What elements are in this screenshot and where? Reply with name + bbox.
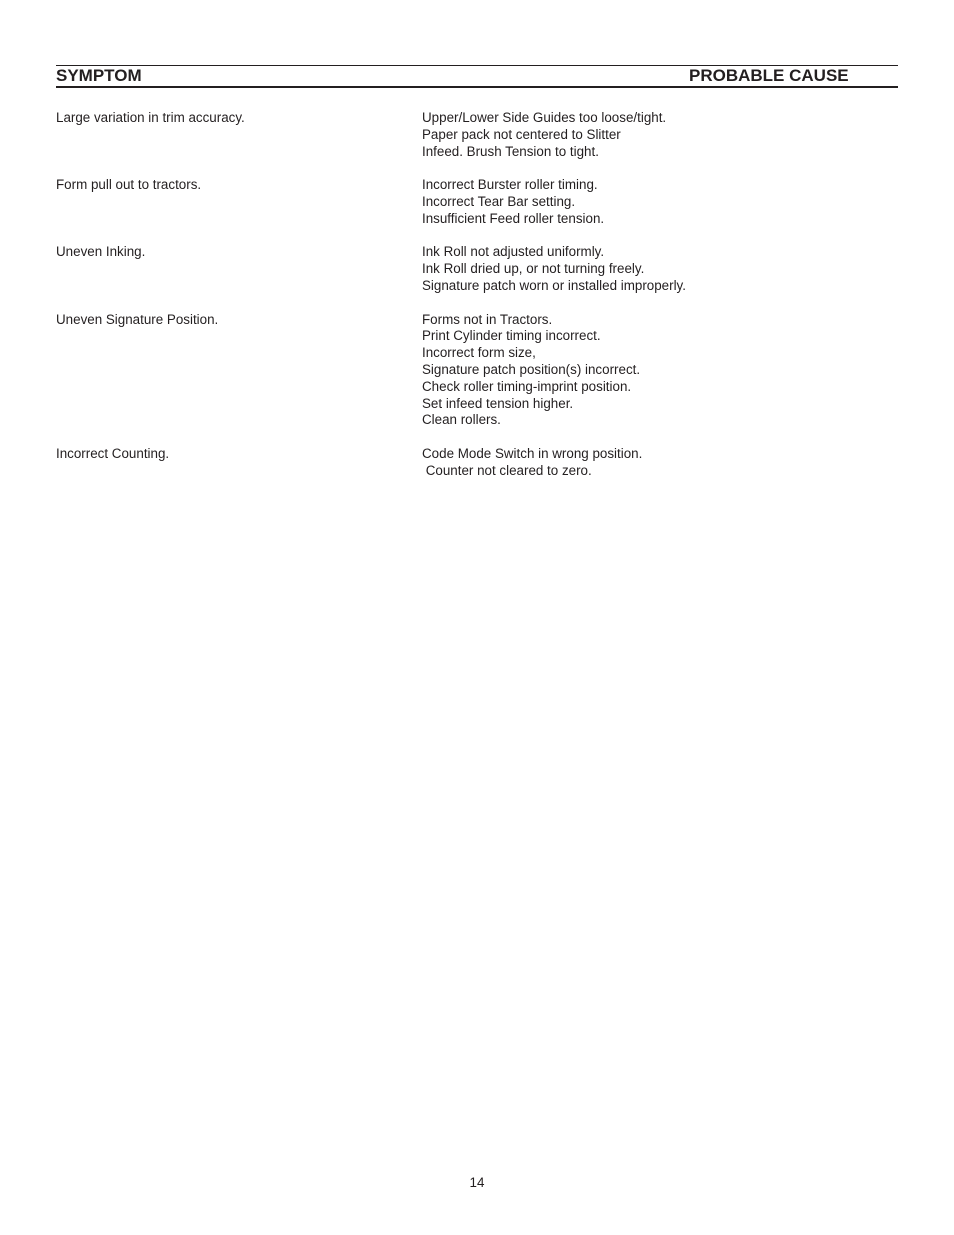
cause-item: Code Mode Switch in wrong position. bbox=[422, 445, 643, 461]
cause-item: Insufficient Feed roller tension. bbox=[422, 210, 605, 226]
cause-list bbox=[422, 244, 898, 294]
troubleshooting-table bbox=[56, 110, 898, 496]
cause-item: Clean rollers. bbox=[422, 412, 501, 428]
table-header bbox=[56, 65, 898, 88]
cause-item: Signature patch position(s) incorrect. bbox=[422, 361, 641, 377]
symptom-text: Uneven Inking. bbox=[56, 244, 146, 260]
symptom-text: Form pull out to tractors. bbox=[56, 177, 202, 193]
symptom-text: Incorrect Counting. bbox=[56, 445, 170, 461]
symptom-text: Uneven Signature Position. bbox=[56, 311, 219, 327]
cause-list bbox=[422, 110, 898, 160]
symptom-text: Large variation in trim accuracy. bbox=[56, 110, 245, 125]
cause-item: Upper/Lower Side Guides too loose/tight. bbox=[422, 110, 667, 125]
table-row bbox=[56, 110, 898, 160]
cause-item: Infeed. Brush Tension to tight. bbox=[422, 143, 599, 159]
cause-item: Check roller timing-imprint position. bbox=[422, 378, 632, 394]
cause-list bbox=[422, 177, 898, 227]
probable-cause-column-heading: PROBABLE CAUSE bbox=[689, 66, 849, 85]
cause-item: Print Cylinder timing incorrect. bbox=[422, 328, 601, 344]
cause-item: Incorrect form size, bbox=[422, 345, 536, 361]
cause-item: Ink Roll dried up, or not turning freely. bbox=[422, 261, 645, 277]
symptom-column-heading: SYMPTOM bbox=[56, 66, 142, 85]
cause-list bbox=[422, 446, 898, 480]
cause-item: Incorrect Burster roller timing. bbox=[422, 177, 598, 193]
page-number: 14 bbox=[469, 1175, 485, 1190]
table-row bbox=[56, 177, 898, 227]
table-row bbox=[56, 244, 898, 294]
cause-item: Set infeed tension higher. bbox=[422, 395, 574, 411]
cause-item: Signature patch worn or installed improperly. bbox=[422, 277, 686, 293]
cause-list bbox=[422, 312, 898, 430]
cause-item: Ink Roll not adjusted uniformly. bbox=[422, 244, 605, 260]
table-row bbox=[56, 312, 898, 430]
cause-item: Counter not cleared to zero. bbox=[422, 462, 592, 478]
table-row bbox=[56, 446, 898, 480]
cause-item: Paper pack not centered to Slitter bbox=[422, 126, 621, 142]
cause-item: Incorrect Tear Bar setting. bbox=[422, 193, 576, 209]
cause-item: Forms not in Tractors. bbox=[422, 311, 553, 327]
